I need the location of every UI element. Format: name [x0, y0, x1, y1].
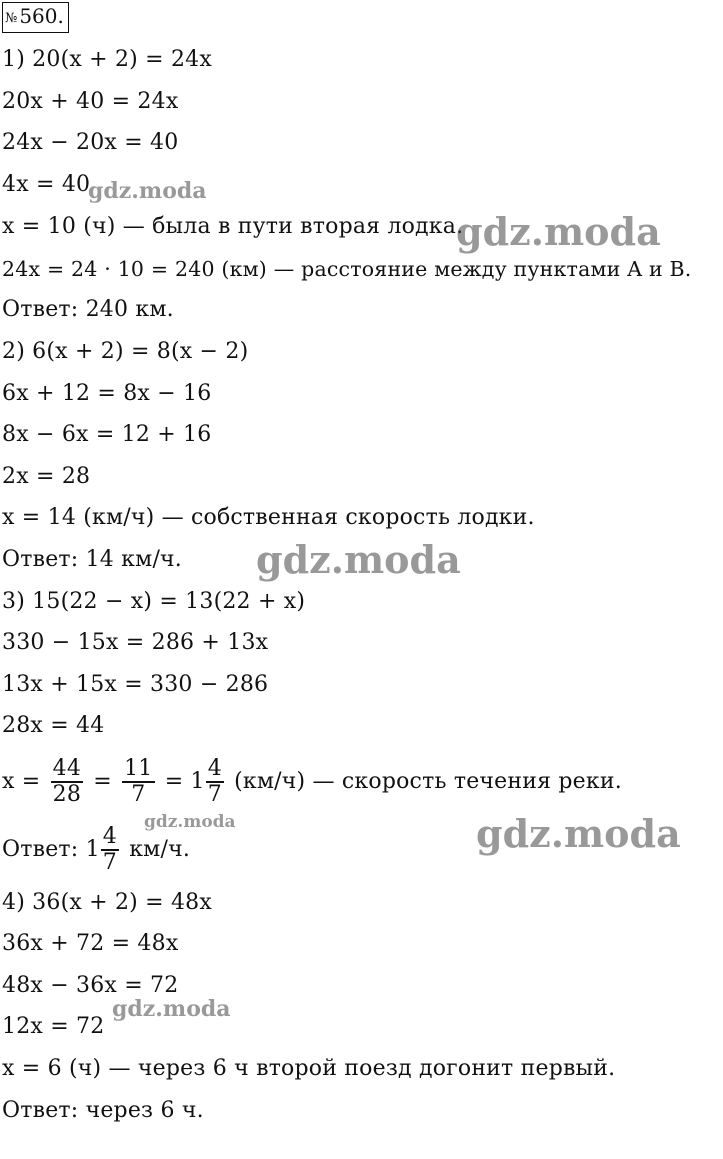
problem-number-value: 560.: [19, 4, 64, 28]
part2-line-2: 6x + 12 = 8x − 16: [2, 381, 212, 406]
part3-answer: [2, 820, 190, 880]
part1-line-5: x = 10 (ч) — была в пути вторая лодка.: [2, 214, 464, 239]
equals-sign: =: [93, 769, 112, 794]
fraction-44-28: [51, 757, 83, 807]
watermark: gdz.moda: [112, 996, 231, 1022]
part3-line-3: 13x + 15x = 330 − 286: [2, 672, 269, 697]
fraction-denominator: 7: [102, 849, 117, 875]
watermark: gdz.moda: [88, 178, 207, 204]
result-suffix: (км/ч) — скорость течения реки.: [234, 769, 622, 794]
part2-line-3: 8x − 6x = 12 + 16: [2, 422, 212, 447]
fraction-11-7: [122, 757, 154, 807]
number-sign: №: [5, 11, 18, 26]
part1-line-6: 24x = 24 · 10 = 240 (км) — расстояние между пунктами A и B.: [2, 257, 692, 281]
part1-line-4: 4x = 40: [2, 172, 91, 197]
answer-fraction: [101, 825, 119, 875]
part3-line-1: 3) 15(22 − x) = 13(22 + x): [2, 589, 306, 614]
fraction-4-7: [206, 757, 224, 807]
part2-line-5: x = 14 (км/ч) — собственная скорость лодки.: [2, 505, 535, 530]
part2-answer: Ответ: 14 км/ч.: [2, 547, 182, 572]
watermark: gdz.moda: [256, 537, 461, 582]
part4-line-2: 36x + 72 = 48x: [2, 931, 179, 956]
part4-line-5: x = 6 (ч) — через 6 ч второй поезд догонит первый.: [2, 1056, 616, 1081]
watermark: gdz.moda: [144, 812, 236, 832]
fraction-denominator: 28: [52, 781, 82, 807]
watermark: gdz.moda: [456, 209, 661, 254]
answer-prefix: Ответ: 1: [2, 837, 100, 862]
answer-suffix: км/ч.: [129, 837, 191, 862]
fraction-numerator: 4: [207, 756, 222, 782]
part2-line-1: 2) 6(x + 2) = 8(x − 2): [2, 339, 249, 364]
part2-line-4: 2x = 28: [2, 464, 91, 489]
part4-line-4: 12x = 72: [2, 1014, 105, 1039]
part1-answer: Ответ: 240 км.: [2, 297, 174, 322]
result-prefix: x =: [2, 769, 41, 794]
fraction-denominator: 7: [131, 781, 146, 807]
fraction-denominator: 7: [207, 781, 222, 807]
part1-line-2: 20x + 40 = 24x: [2, 89, 179, 114]
part3-line-4: 28x = 44: [2, 713, 105, 738]
part4-line-1: 4) 36(x + 2) = 48x: [2, 890, 212, 915]
equals-mixed: = 1: [164, 769, 205, 794]
fraction-numerator: 44: [52, 756, 82, 782]
part1-line-1: 1) 20(x + 2) = 24x: [2, 47, 212, 72]
fraction-numerator: 4: [102, 824, 117, 850]
watermark: gdz.moda: [476, 811, 681, 856]
fraction-numerator: 11: [124, 756, 153, 782]
part3-result: [2, 752, 622, 812]
problem-number: [2, 2, 69, 33]
part4-line-3: 48x − 36x = 72: [2, 973, 179, 998]
part3-line-2: 330 − 15x = 286 + 13x: [2, 630, 269, 655]
part1-line-3: 24x − 20x = 40: [2, 130, 179, 155]
part4-answer: Ответ: через 6 ч.: [2, 1098, 204, 1123]
